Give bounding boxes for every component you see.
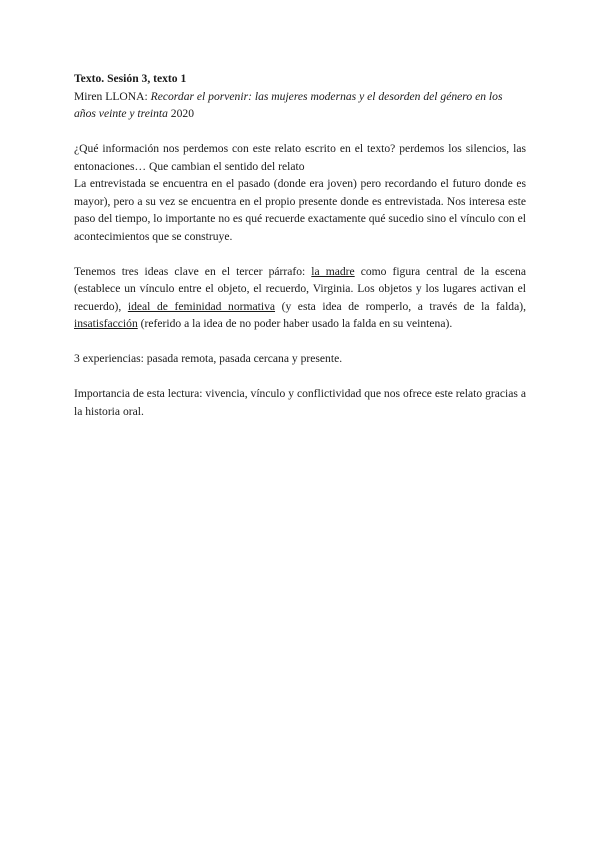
key-idea-dissatisfaction: insatisfacción — [74, 317, 138, 330]
document-page — [74, 70, 526, 420]
key-ideas-text-3: (y esta idea de romperlo, a través de la falda), — [275, 299, 526, 313]
paragraph-key-ideas — [74, 263, 526, 333]
paragraph-interviewee: La entrevistada se encuentra en el pasado (donde era joven) pero recordando el futuro donde es mayor), pero a su vez se encuentra en el propio presente donde es entrevistada. Nos interesa este paso del tiempo, lo importante no es qué recuerde exactamente qué sucedio sino el vínculo con el acontecimientos que se construye. — [74, 177, 526, 243]
key-idea-femininity: ideal de feminidad normativa — [127, 299, 276, 313]
spacer — [74, 333, 526, 351]
paragraph-importance: Importancia de esta lectura: vivencia, vínculo y conflictividad que nos ofrece este relato gracias a la historia oral. — [74, 387, 526, 418]
document-heading: Texto. Sesión 3, texto 1 — [74, 72, 187, 85]
citation-title: Recordar el porvenir: las mujeres modernas y el desorden del género en los años veinte y treinta — [74, 89, 503, 120]
spacer — [74, 245, 526, 263]
citation-author: Miren LLONA: — [74, 89, 151, 103]
key-idea-mother: la madre — [311, 264, 355, 278]
paragraph-question: ¿Qué información nos perdemos con este relato escrito en el texto? perdemos los silencios, las entonaciones… Que cambian el sentido del relato — [74, 142, 526, 173]
paragraph-experiences: 3 experiencias: pasada remota, pasada cercana y presente. — [74, 352, 343, 365]
key-ideas-text-1: Tenemos tres ideas clave en el tercer párrafo: — [74, 264, 312, 278]
key-ideas-text-4: (referido a la idea de no poder haber usado la falda en su veintena). — [137, 317, 453, 330]
spacer — [74, 123, 526, 141]
citation-year: 2020 — [167, 107, 194, 120]
key-ideas-text-2: como figura central de la escena (establece un vínculo entre el objeto, el recuerdo, Virginia. Los objetos y los lugares activan el recuerdo), — [74, 264, 527, 313]
citation — [74, 88, 526, 123]
spacer — [74, 368, 526, 386]
